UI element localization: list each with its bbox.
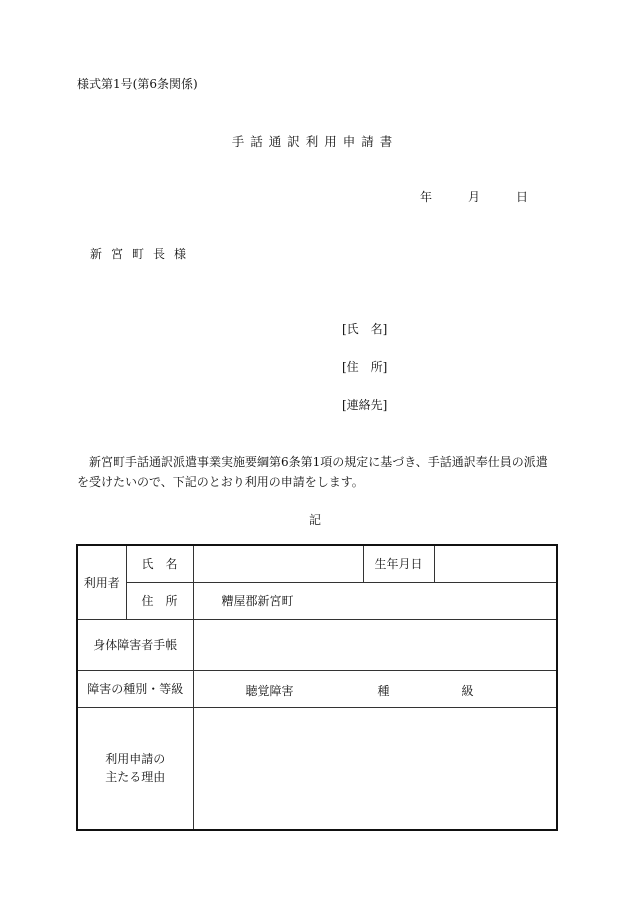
reason-label-line2: 主たる理由 — [105, 770, 166, 785]
grade-class: 種 — [377, 683, 390, 698]
birthdate-label: 生年月日 — [363, 545, 434, 582]
disability-cell[interactable] — [193, 670, 557, 707]
name-label: 氏 名 — [126, 545, 193, 582]
date-month: 月 — [468, 190, 481, 204]
applicant-name-label: [氏 名] — [342, 322, 388, 336]
body-text: 新宮町手話通訳派遣事業実施要綱第6条第1項の規定に基づき、手話通訳奉仕員の派遣を受けたいので、下記のとおり利用の申請をします。 — [77, 455, 548, 489]
handbook-label: 身体障害者手帳 — [77, 619, 193, 670]
address-label: 住 所 — [126, 582, 193, 619]
address-cell[interactable]: 糟屋郡新宮町 — [193, 582, 557, 619]
applicant-contact-label: [連絡先] — [342, 398, 388, 412]
addressee: 新宮町長様 — [90, 247, 196, 261]
application-table — [76, 544, 558, 831]
ki-heading: 記 — [308, 513, 321, 527]
applicant-address-label: [住 所] — [342, 360, 388, 374]
user-label: 利用者 — [77, 545, 126, 619]
name-cell[interactable] — [193, 545, 363, 582]
document-title: 手話通訳利用申請書 — [231, 134, 399, 149]
reason-cell[interactable] — [193, 707, 557, 830]
reason-label — [77, 707, 193, 830]
grade-level: 級 — [461, 683, 474, 698]
disability-type: 聴覚障害 — [245, 683, 294, 698]
date-year: 年 — [420, 190, 433, 204]
disability-label: 障害の種別・等級 — [77, 670, 193, 707]
birthdate-cell[interactable] — [434, 545, 557, 582]
reason-label-line1: 利用申請の — [105, 752, 166, 767]
form-number: 様式第1号(第6条関係) — [77, 77, 198, 91]
handbook-cell[interactable] — [193, 619, 557, 670]
date-day: 日 — [516, 190, 529, 204]
